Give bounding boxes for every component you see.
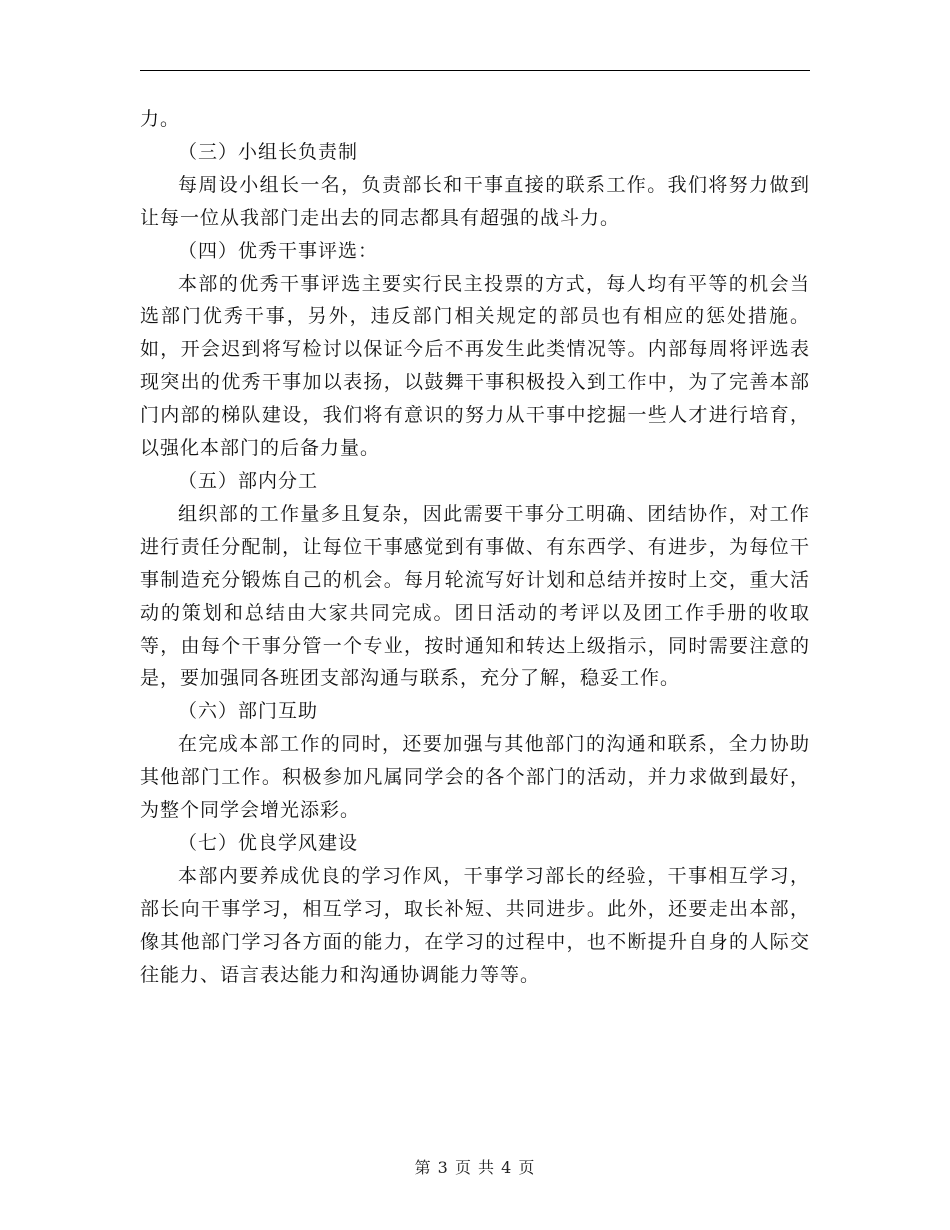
section-heading-7: （七）优良学风建设 [178,831,359,854]
paragraph-body: 本部内要养成优良的学习作风，干事学习部长的经验，干事相互学习，部长向干事学习，相互学习，取长补短、共同进步。此外，还要走出本部，像其他部门学习各方面的能力，在学习的过程中，也不断提升自身的人际交往能力、语言表达能力和沟通协调能力等等。 [140,864,810,986]
paragraph-body: 组织部的工作量多且复杂，因此需要干事分工明确、团结协作，对工作进行责任分配制，让每位干事感觉到有事做、有东西学、有进步，为每位干事制造充分锻炼自己的机会。每月轮流写好计划和总结并按时上交，重大活动的策划和总结由大家共同完成。团日活动的考评以及团工作手册的收取等，由每个干事分管一个专业，按时通知和转达上级指示，同时需要注意的是，要加强同各班团支部沟通与联系，充分了解，稳妥工作。 [140,502,810,690]
header-rule [140,70,810,71]
page-number: 第 3 页 共 4 页 [414,1158,536,1177]
section-heading-3: （三）小组长负责制 [178,140,359,163]
section-heading-5: （五）部内分工 [178,469,319,492]
paragraph-body: 本部的优秀干事评选主要实行民主投票的方式，每人均有平等的机会当选部门优秀干事，另外，违反部门相关规定的部员也有相应的惩处措施。如，开会迟到将写检讨以保证今后不再发生此类情况等。内部每周将评选表现突出的优秀干事加以表扬，以鼓舞干事积极投入到工作中，为了完善本部门内部的梯队建设，我们将有意识的努力从干事中挖掘一些人才进行培育，以强化本部门的后备力量。 [140,272,810,460]
section-heading-6: （六）部门互助 [178,700,319,723]
paragraph-body: 每周设小组长一名，负责部长和干事直接的联系工作。我们将努力做到让每一位从我部门走出去的同志都具有超强的战斗力。 [140,173,810,229]
paragraph-continued: 力。 [140,108,181,130]
paragraph-body: 在完成本部工作的同时，还要加强与其他部门的沟通和联系，全力协助其他部门工作。积极参加凡属同学会的各个部门的活动，并力求做到最好，为整个同学会增光添彩。 [140,733,810,822]
document-body [140,103,810,991]
section-heading-4: （四）优秀干事评选： [178,239,379,262]
